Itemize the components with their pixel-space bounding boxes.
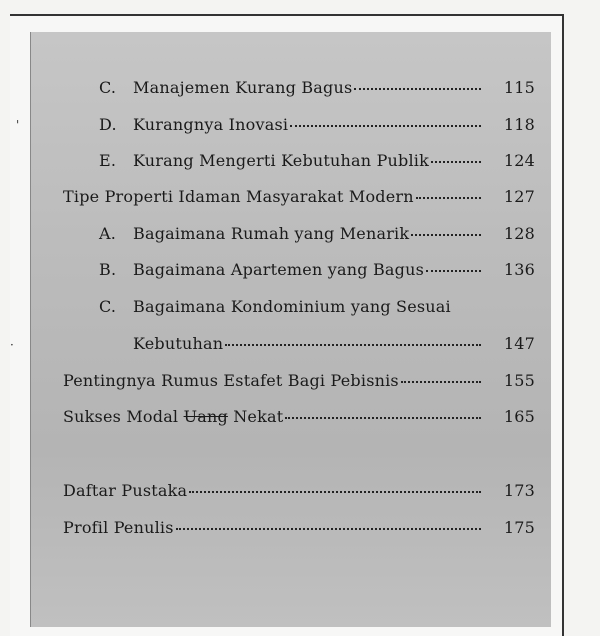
toc-entry [63, 187, 535, 213]
entry-page-number: 118 [503, 115, 535, 134]
entry-title: Bagaimana Kondominium yang Sesuai [133, 297, 451, 316]
entry-page-number: 175 [503, 518, 535, 537]
entry-page-number: 128 [503, 224, 535, 243]
toc-entry [99, 260, 535, 286]
toc-entry [133, 334, 535, 360]
entry-page-number: 173 [503, 481, 535, 500]
entry-title: Kebutuhan [133, 334, 224, 353]
entry-title-part: Sukses Modal [63, 407, 179, 426]
entry-title: Manajemen Kurang Bagus [133, 78, 353, 97]
toc-entry [99, 78, 535, 104]
entry-page-number: 136 [503, 260, 535, 279]
entry-title: Kurangnya Inovasi [133, 115, 289, 134]
entry-letter: A. [99, 224, 117, 243]
dot-leader [411, 234, 481, 236]
scan-speck: ' [16, 118, 20, 132]
entry-title: Bagaimana Rumah yang Menarik [133, 224, 410, 243]
dot-leader [290, 125, 481, 127]
dot-leader [285, 417, 481, 419]
toc-entry [99, 297, 535, 323]
scan-speck: · [10, 338, 14, 352]
dot-leader [431, 161, 481, 163]
dot-leader [426, 270, 481, 272]
entry-title: Pentingnya Rumus Estafet Bagi Pebisnis [63, 371, 399, 390]
toc-entry [99, 115, 535, 141]
toc-entry [63, 481, 535, 507]
dot-leader [176, 528, 481, 530]
toc-page [30, 32, 551, 627]
entry-page-number: 115 [503, 78, 535, 97]
struck-word: Uang [183, 407, 228, 426]
entry-page-number: 155 [503, 371, 535, 390]
entry-letter: D. [99, 115, 117, 134]
dot-leader [401, 381, 481, 383]
entry-title-part: Nekat [233, 407, 284, 426]
toc-entry [99, 224, 535, 250]
dot-leader [416, 197, 481, 199]
toc-entry [63, 518, 535, 544]
entry-title: Bagaimana Apartemen yang Bagus [133, 260, 425, 279]
entry-page-number: 147 [503, 334, 535, 353]
entry-title: Kurang Mengerti Kebutuhan Publik [133, 151, 430, 170]
entry-letter: C. [99, 78, 117, 97]
entry-page-number: 124 [503, 151, 535, 170]
entry-title: Profil Penulis [63, 518, 174, 537]
dot-leader [225, 344, 481, 346]
toc-entry [63, 371, 535, 397]
entry-page-number: 165 [503, 407, 535, 426]
entry-letter: B. [99, 260, 117, 279]
entry-title: Tipe Properti Idaman Masyarakat Modern [63, 187, 414, 206]
dot-leader [354, 88, 481, 90]
entry-page-number: 127 [503, 187, 535, 206]
toc-entry [63, 407, 535, 433]
entry-letter: C. [99, 297, 117, 316]
entry-title [63, 407, 283, 426]
entry-title: Daftar Pustaka [63, 481, 188, 500]
dot-leader [189, 491, 481, 493]
toc-entry [99, 151, 535, 177]
entry-letter: E. [99, 151, 117, 170]
